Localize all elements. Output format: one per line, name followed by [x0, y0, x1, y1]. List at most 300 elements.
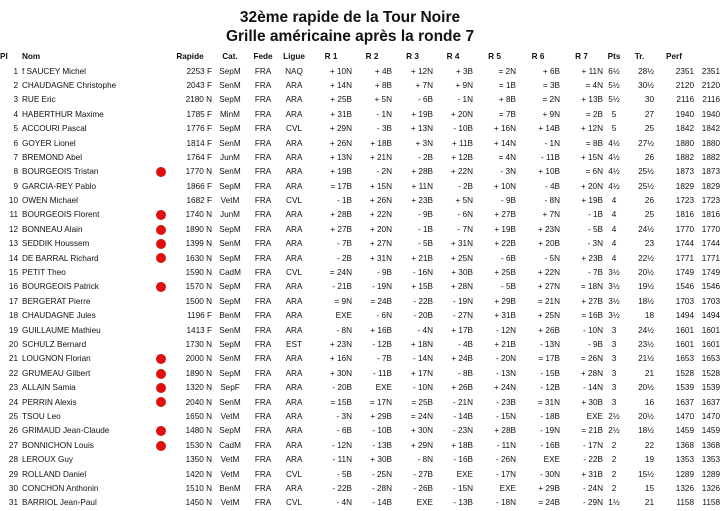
cell-extra: 1749: [701, 268, 720, 278]
cell-tr: 21: [644, 498, 654, 508]
cell-extra: 1158: [702, 498, 720, 508]
cell-ligue: ARA: [285, 253, 303, 263]
player-name: f SAUCEY Michel: [22, 66, 87, 76]
cell-pts: 2½: [608, 411, 620, 421]
cell-r4: EXE: [456, 469, 473, 479]
cell-extra: 2116: [702, 95, 720, 105]
cell-r2: - 13B: [372, 440, 392, 450]
cell-r2: + 26N: [369, 196, 392, 206]
cell-tr: 25: [644, 210, 654, 220]
table-row: [0, 93, 720, 107]
cell-r5: - 5B: [500, 282, 516, 292]
cell-r4: + 26B: [451, 383, 473, 393]
cell-r1: - 2B: [336, 253, 352, 263]
cell-r3: - 20B: [413, 311, 433, 321]
cell-cat: CadM: [219, 268, 241, 278]
cell-r5: + 14N: [493, 138, 516, 148]
cell-ligue: EST: [286, 340, 302, 349]
cell-name: [22, 338, 168, 352]
cell-r2: - 19N: [371, 282, 392, 292]
cell-pts: 4: [611, 239, 617, 249]
cell-tr: 15½: [638, 469, 654, 479]
cell-r3: + 12N: [410, 66, 433, 76]
column-header: R 1: [324, 52, 338, 62]
red-dot-marker: [156, 239, 166, 249]
cell-r1: - 22B: [332, 483, 352, 493]
cell-r5: + 31B: [494, 311, 516, 321]
cell-pts: 3: [611, 397, 617, 407]
cell-tr: 23: [644, 239, 654, 249]
cell-name: [22, 453, 168, 467]
column-header: Cat.: [222, 52, 238, 62]
cell-name: [22, 151, 168, 165]
cell-ligue: CVL: [286, 196, 302, 206]
cell-perf: 1289: [675, 469, 694, 479]
player-name: BOURGEOIS Patrick: [22, 282, 99, 292]
cell-name: [22, 180, 168, 194]
cell-ligue: ARA: [285, 282, 303, 292]
cell-cat: SepM: [219, 95, 241, 105]
cell-r6: + 23N: [537, 224, 560, 234]
cell-r5: - 17N: [495, 469, 516, 479]
red-dot-marker: [156, 167, 166, 177]
cell-extra: 1873: [701, 167, 720, 177]
cell-extra: 1940: [701, 109, 720, 119]
cell-pts: 3: [611, 325, 617, 335]
cell-r7: - 3N: [587, 239, 603, 249]
cell-r3: = 24N: [410, 411, 433, 421]
column-header: R 2: [365, 52, 379, 62]
cell-r3: + 17N: [410, 368, 433, 378]
cell-ligue: ARA: [285, 109, 303, 119]
cell-r5: = 1B: [498, 80, 516, 90]
cell-fede: FRA: [254, 282, 272, 292]
cell-pts: 4: [611, 224, 617, 234]
cell-r2: + 5N: [374, 95, 392, 105]
cell-fede: FRA: [254, 455, 272, 465]
cell-r6: + 9N: [542, 109, 560, 119]
cell-r5: - 23B: [496, 397, 516, 407]
cell-r2: + 27N: [369, 239, 392, 249]
player-name: TSOU Leo: [22, 411, 61, 421]
cell-name: [22, 64, 168, 78]
cell-tr: 19½: [638, 282, 654, 292]
cell-ligue: ARA: [285, 210, 303, 220]
column-header: Pts: [607, 52, 621, 62]
cell-pl: 7: [13, 152, 18, 162]
cell-r3: + 18N: [410, 340, 433, 349]
table-row: [0, 439, 720, 453]
cell-pts: 4: [611, 253, 617, 263]
cell-rating: 2253 F: [186, 66, 212, 76]
cell-ligue: ARA: [285, 224, 303, 234]
cell-pl: 16: [8, 282, 18, 292]
cell-cat: SepM: [219, 224, 241, 234]
cell-pl: 15: [8, 268, 18, 278]
cell-r4: + 22N: [450, 167, 473, 177]
cell-r3: + 30N: [410, 426, 433, 436]
cell-rating: 1740 N: [185, 210, 212, 220]
cell-pts: 2½: [608, 426, 620, 436]
column-header: Pl: [0, 52, 8, 62]
cell-name: [22, 295, 168, 309]
red-dot-marker: [156, 441, 166, 451]
cell-r6: - 19N: [539, 426, 560, 436]
cell-r7: + 12N: [580, 124, 603, 134]
cell-r2: + 18B: [370, 138, 392, 148]
cell-r7: + 30B: [581, 397, 603, 407]
cell-r3: + 15B: [411, 282, 433, 292]
cell-name: [22, 352, 168, 366]
cell-pts: 2: [611, 483, 617, 493]
cell-fede: FRA: [254, 80, 272, 90]
table-row: [0, 467, 720, 481]
cell-r1: + 16N: [329, 354, 352, 364]
cell-r3: - 2B: [417, 152, 433, 162]
player-name: LEROUX Guy: [22, 455, 73, 465]
cell-rating: 1890 N: [185, 224, 212, 234]
cell-cat: SenM: [219, 138, 241, 148]
cell-name: [22, 122, 168, 136]
player-name: GOYER Lionel: [22, 138, 76, 148]
cell-rating: 1814 F: [186, 138, 212, 148]
cell-tr: 30: [644, 95, 654, 105]
cell-r7: + 23B: [581, 253, 603, 263]
cell-rating: 1450 N: [185, 498, 212, 508]
cell-tr: 22½: [638, 253, 654, 263]
cell-r7: - 17N: [582, 440, 603, 450]
cell-pl: 12: [8, 224, 18, 234]
cell-perf: 1829: [675, 181, 694, 191]
cell-tr: 22: [644, 440, 654, 450]
cell-r6: - 15B: [540, 368, 560, 378]
cell-r2: - 28N: [371, 483, 392, 493]
column-header: Nom: [22, 52, 41, 62]
cell-fede: FRA: [254, 411, 272, 421]
cell-r5: - 11N: [496, 440, 516, 450]
cell-tr: 16: [644, 397, 654, 407]
cell-name: [22, 93, 168, 107]
cell-r7: - 22B: [583, 455, 603, 465]
cell-fede: FRA: [254, 340, 272, 349]
cell-perf: 1470: [675, 411, 694, 421]
table-row: [0, 136, 720, 150]
cell-perf: 2116: [676, 95, 694, 105]
cell-r7: = 26N: [580, 354, 603, 364]
cell-r4: - 23N: [452, 426, 473, 436]
cell-r7: + 13B: [581, 95, 603, 105]
cell-cat: SepM: [219, 282, 241, 292]
cell-r6: = 21N: [537, 296, 560, 306]
table-row: [0, 108, 720, 122]
cell-r7: - 7B: [587, 268, 603, 278]
cell-rating: 1764 F: [186, 152, 212, 162]
cell-r4: - 7N: [457, 224, 473, 234]
cell-extra: 1326: [701, 483, 720, 493]
table-row: [0, 151, 720, 165]
cell-cat: SepM: [219, 296, 241, 306]
cell-tr: 23½: [638, 340, 654, 349]
cell-r3: - 4N: [417, 325, 433, 335]
cell-r2: - 14B: [372, 498, 392, 508]
cell-r5: + 24N: [493, 383, 516, 393]
cell-perf: 1703: [675, 296, 694, 306]
cell-pts: 3: [611, 340, 617, 349]
cell-fede: FRA: [254, 124, 272, 134]
cell-r1: + 26N: [329, 138, 352, 148]
cell-name: [22, 424, 168, 438]
cell-tr: 20½: [638, 411, 654, 421]
cell-rating: 1590 N: [185, 268, 212, 278]
red-dot-marker: [156, 397, 166, 407]
cell-pts: 4: [611, 196, 617, 206]
cell-r5: + 10N: [493, 181, 516, 191]
cell-rating: 2043 F: [186, 80, 212, 90]
cell-tr: 20½: [638, 268, 654, 278]
cell-fede: FRA: [254, 138, 272, 148]
table-row: [0, 410, 720, 424]
cell-rating: 1480 N: [185, 426, 212, 436]
cell-ligue: ARA: [285, 239, 303, 249]
cell-extra: 1289: [701, 469, 720, 479]
cell-rating: 1196 F: [187, 311, 212, 321]
cell-extra: 1770: [701, 224, 720, 234]
cell-r6: - 12B: [540, 383, 560, 393]
cell-cat: SenM: [219, 80, 241, 90]
cell-perf: 1368: [675, 440, 694, 450]
cell-fede: FRA: [254, 325, 272, 335]
cell-ligue: ARA: [285, 80, 303, 90]
cell-r7: + 19B: [581, 196, 603, 206]
column-header: Ligue: [283, 52, 305, 62]
cell-fede: FRA: [254, 397, 272, 407]
cell-r1: - 3N: [336, 411, 352, 421]
cell-perf: 1326: [675, 483, 694, 493]
cell-pts: 5½: [608, 95, 620, 105]
cell-perf: 1880: [675, 138, 694, 148]
cell-tr: 25½: [638, 167, 654, 177]
cell-r6: - 13N: [539, 340, 560, 349]
cell-pl: 25: [8, 411, 18, 421]
cell-fede: FRA: [254, 426, 272, 436]
cell-r4: + 25N: [450, 253, 473, 263]
cell-tr: 27: [644, 109, 654, 119]
red-dot-marker: [156, 210, 166, 220]
cell-name: [22, 266, 168, 280]
table-row: [0, 424, 720, 438]
player-name: BARRIOL Jean-Paul: [22, 498, 97, 508]
player-name: BOURGEOIS Florent: [22, 210, 100, 220]
cell-perf: 1539: [675, 383, 694, 393]
cell-pl: 19: [8, 325, 18, 335]
column-header: R 6: [531, 52, 545, 62]
cell-pl: 30: [8, 483, 18, 493]
cell-extra: 1703: [701, 296, 720, 306]
cell-cat: SepM: [219, 340, 241, 349]
cell-r3: - 16N: [412, 268, 433, 278]
cell-cat: BenM: [219, 483, 241, 493]
column-header: Perf: [666, 52, 682, 62]
cell-r1: + 31B: [330, 109, 352, 119]
cell-r6: = 31N: [537, 397, 560, 407]
cell-extra: 2351: [701, 66, 720, 76]
cell-extra: 1470: [701, 411, 720, 421]
cell-tr: 26: [644, 196, 654, 206]
cell-pts: 3½: [608, 282, 620, 292]
cell-r2: + 4B: [374, 66, 392, 76]
cell-r3: + 21B: [411, 253, 433, 263]
cell-r3: - 1B: [417, 224, 433, 234]
cell-r7: + 28N: [580, 368, 603, 378]
cell-r4: - 6N: [457, 210, 473, 220]
cell-name: [22, 395, 168, 409]
cell-r6: - 4B: [544, 181, 560, 191]
cell-r6: - 11B: [541, 152, 560, 162]
table-row: [0, 352, 720, 366]
cell-r5: + 8B: [498, 95, 516, 105]
cell-perf: 1816: [675, 210, 694, 220]
cell-r4: - 16B: [453, 455, 473, 465]
cell-r2: = 17N: [369, 397, 392, 407]
table-row: [0, 194, 720, 208]
cell-perf: 1637: [675, 397, 694, 407]
cell-pl: 28: [8, 455, 18, 465]
cell-fede: FRA: [254, 498, 272, 508]
player-name: PERRIN Alexis: [22, 397, 77, 407]
column-header: [694, 50, 720, 64]
table-row: [0, 165, 720, 179]
cell-r3: = 25B: [411, 397, 433, 407]
cell-r1: = 9N: [334, 296, 352, 306]
cell-pts: 4½: [608, 167, 620, 177]
cell-rating: 2180 N: [185, 95, 212, 105]
cell-extra: 1601: [701, 340, 720, 349]
cell-r7: = 16B: [581, 311, 603, 321]
cell-perf: 1601: [675, 325, 694, 335]
cell-extra: 1723: [701, 196, 720, 206]
cell-pl: 18: [8, 311, 18, 321]
cell-perf: 1842: [675, 124, 694, 134]
cell-tr: 15: [644, 483, 654, 493]
cell-r4: + 11B: [451, 138, 473, 148]
cell-r6: = 2N: [542, 95, 560, 105]
cell-r4: - 8B: [457, 368, 473, 378]
cell-extra: 1539: [701, 383, 720, 393]
table-row: [0, 208, 720, 222]
cell-rating: 1320 N: [185, 383, 212, 393]
column-header: Tr.: [634, 52, 645, 62]
cell-pts: 2: [611, 455, 617, 465]
cell-pts: 3½: [608, 296, 620, 306]
cell-pl: 11: [9, 210, 18, 220]
table-row: [0, 180, 720, 194]
cell-ligue: ARA: [285, 397, 303, 407]
player-name: ROLLAND Daniel: [22, 469, 87, 479]
cell-perf: 1940: [675, 109, 694, 119]
cell-cat: SenM: [219, 239, 241, 249]
cell-r6: + 29B: [538, 483, 560, 493]
cell-r4: + 20N: [450, 109, 473, 119]
cell-tr: 28½: [638, 66, 654, 76]
cell-r1: - 1B: [336, 196, 352, 206]
cell-pl: 1: [13, 66, 18, 76]
cell-ligue: ARA: [285, 325, 303, 335]
cell-rating: 1399 N: [185, 239, 212, 249]
cell-r7: + 11N: [581, 66, 603, 76]
cell-r5: - 3N: [500, 167, 516, 177]
cell-fede: FRA: [254, 253, 272, 263]
cell-rating: 1630 N: [185, 253, 212, 263]
cell-name: [22, 496, 168, 510]
cell-ligue: ARA: [285, 181, 303, 191]
cell-r1: + 13N: [329, 152, 352, 162]
cell-r6: + 22N: [537, 268, 560, 278]
cell-pts: 5½: [608, 80, 620, 90]
cell-rating: 1866 F: [186, 181, 212, 191]
table-row: [0, 323, 720, 337]
red-dot-marker: [156, 225, 166, 235]
player-name: ACCOURI Pascal: [22, 124, 87, 134]
cell-tr: 21½: [638, 354, 654, 364]
cell-r1: - 20B: [332, 383, 352, 393]
cell-r7: - 10N: [582, 325, 603, 335]
cell-r7: = 4N: [585, 80, 603, 90]
cell-r6: + 14B: [538, 124, 560, 134]
player-name: PETIT Theo: [22, 268, 66, 278]
cell-perf: 1546: [675, 282, 694, 292]
cell-r4: - 2B: [457, 181, 473, 191]
table-row: [0, 395, 720, 409]
cell-r6: = 24B: [538, 498, 560, 508]
cell-cat: SepM: [219, 426, 241, 436]
cell-extra: 1829: [701, 181, 720, 191]
player-name: HABERTHUR Maxime: [22, 109, 104, 119]
cell-perf: 1158: [676, 498, 694, 508]
cell-r4: - 13B: [453, 498, 473, 508]
cell-ligue: CVL: [286, 498, 302, 508]
cell-r4: - 1N: [457, 95, 473, 105]
player-name: BOURGEOIS Tristan: [22, 167, 99, 177]
cell-r1: = 24N: [329, 268, 352, 278]
cell-name: [22, 323, 168, 337]
cell-r1: EXE: [335, 311, 352, 321]
cell-r5: - 20N: [495, 354, 516, 364]
cell-cat: SenM: [219, 397, 241, 407]
cell-r5: - 6B: [500, 253, 516, 263]
cell-tr: 18½: [638, 426, 654, 436]
cell-ligue: ARA: [285, 426, 303, 436]
cell-rating: 1730 N: [185, 340, 212, 349]
cell-r1: + 10N: [329, 66, 352, 76]
table-row: [0, 64, 720, 78]
cell-r2: + 8B: [374, 80, 392, 90]
cell-pl: 2: [13, 80, 18, 90]
cell-rating: 2040 N: [185, 397, 212, 407]
cell-name: [22, 208, 168, 222]
cell-pl: 31: [8, 498, 18, 508]
cell-rating: 1890 N: [185, 368, 212, 378]
cell-perf: 1771: [675, 253, 694, 263]
player-name: BREMOND Abel: [22, 152, 83, 162]
cell-r7: EXE: [586, 411, 603, 421]
table-row: [0, 223, 720, 237]
cell-cat: VetM: [220, 498, 240, 508]
cell-tr: 20½: [638, 383, 654, 393]
cell-pl: 4: [13, 109, 18, 119]
cell-pl: 26: [8, 426, 18, 436]
cell-perf: 1723: [675, 196, 694, 206]
cell-fede: FRA: [254, 196, 272, 206]
